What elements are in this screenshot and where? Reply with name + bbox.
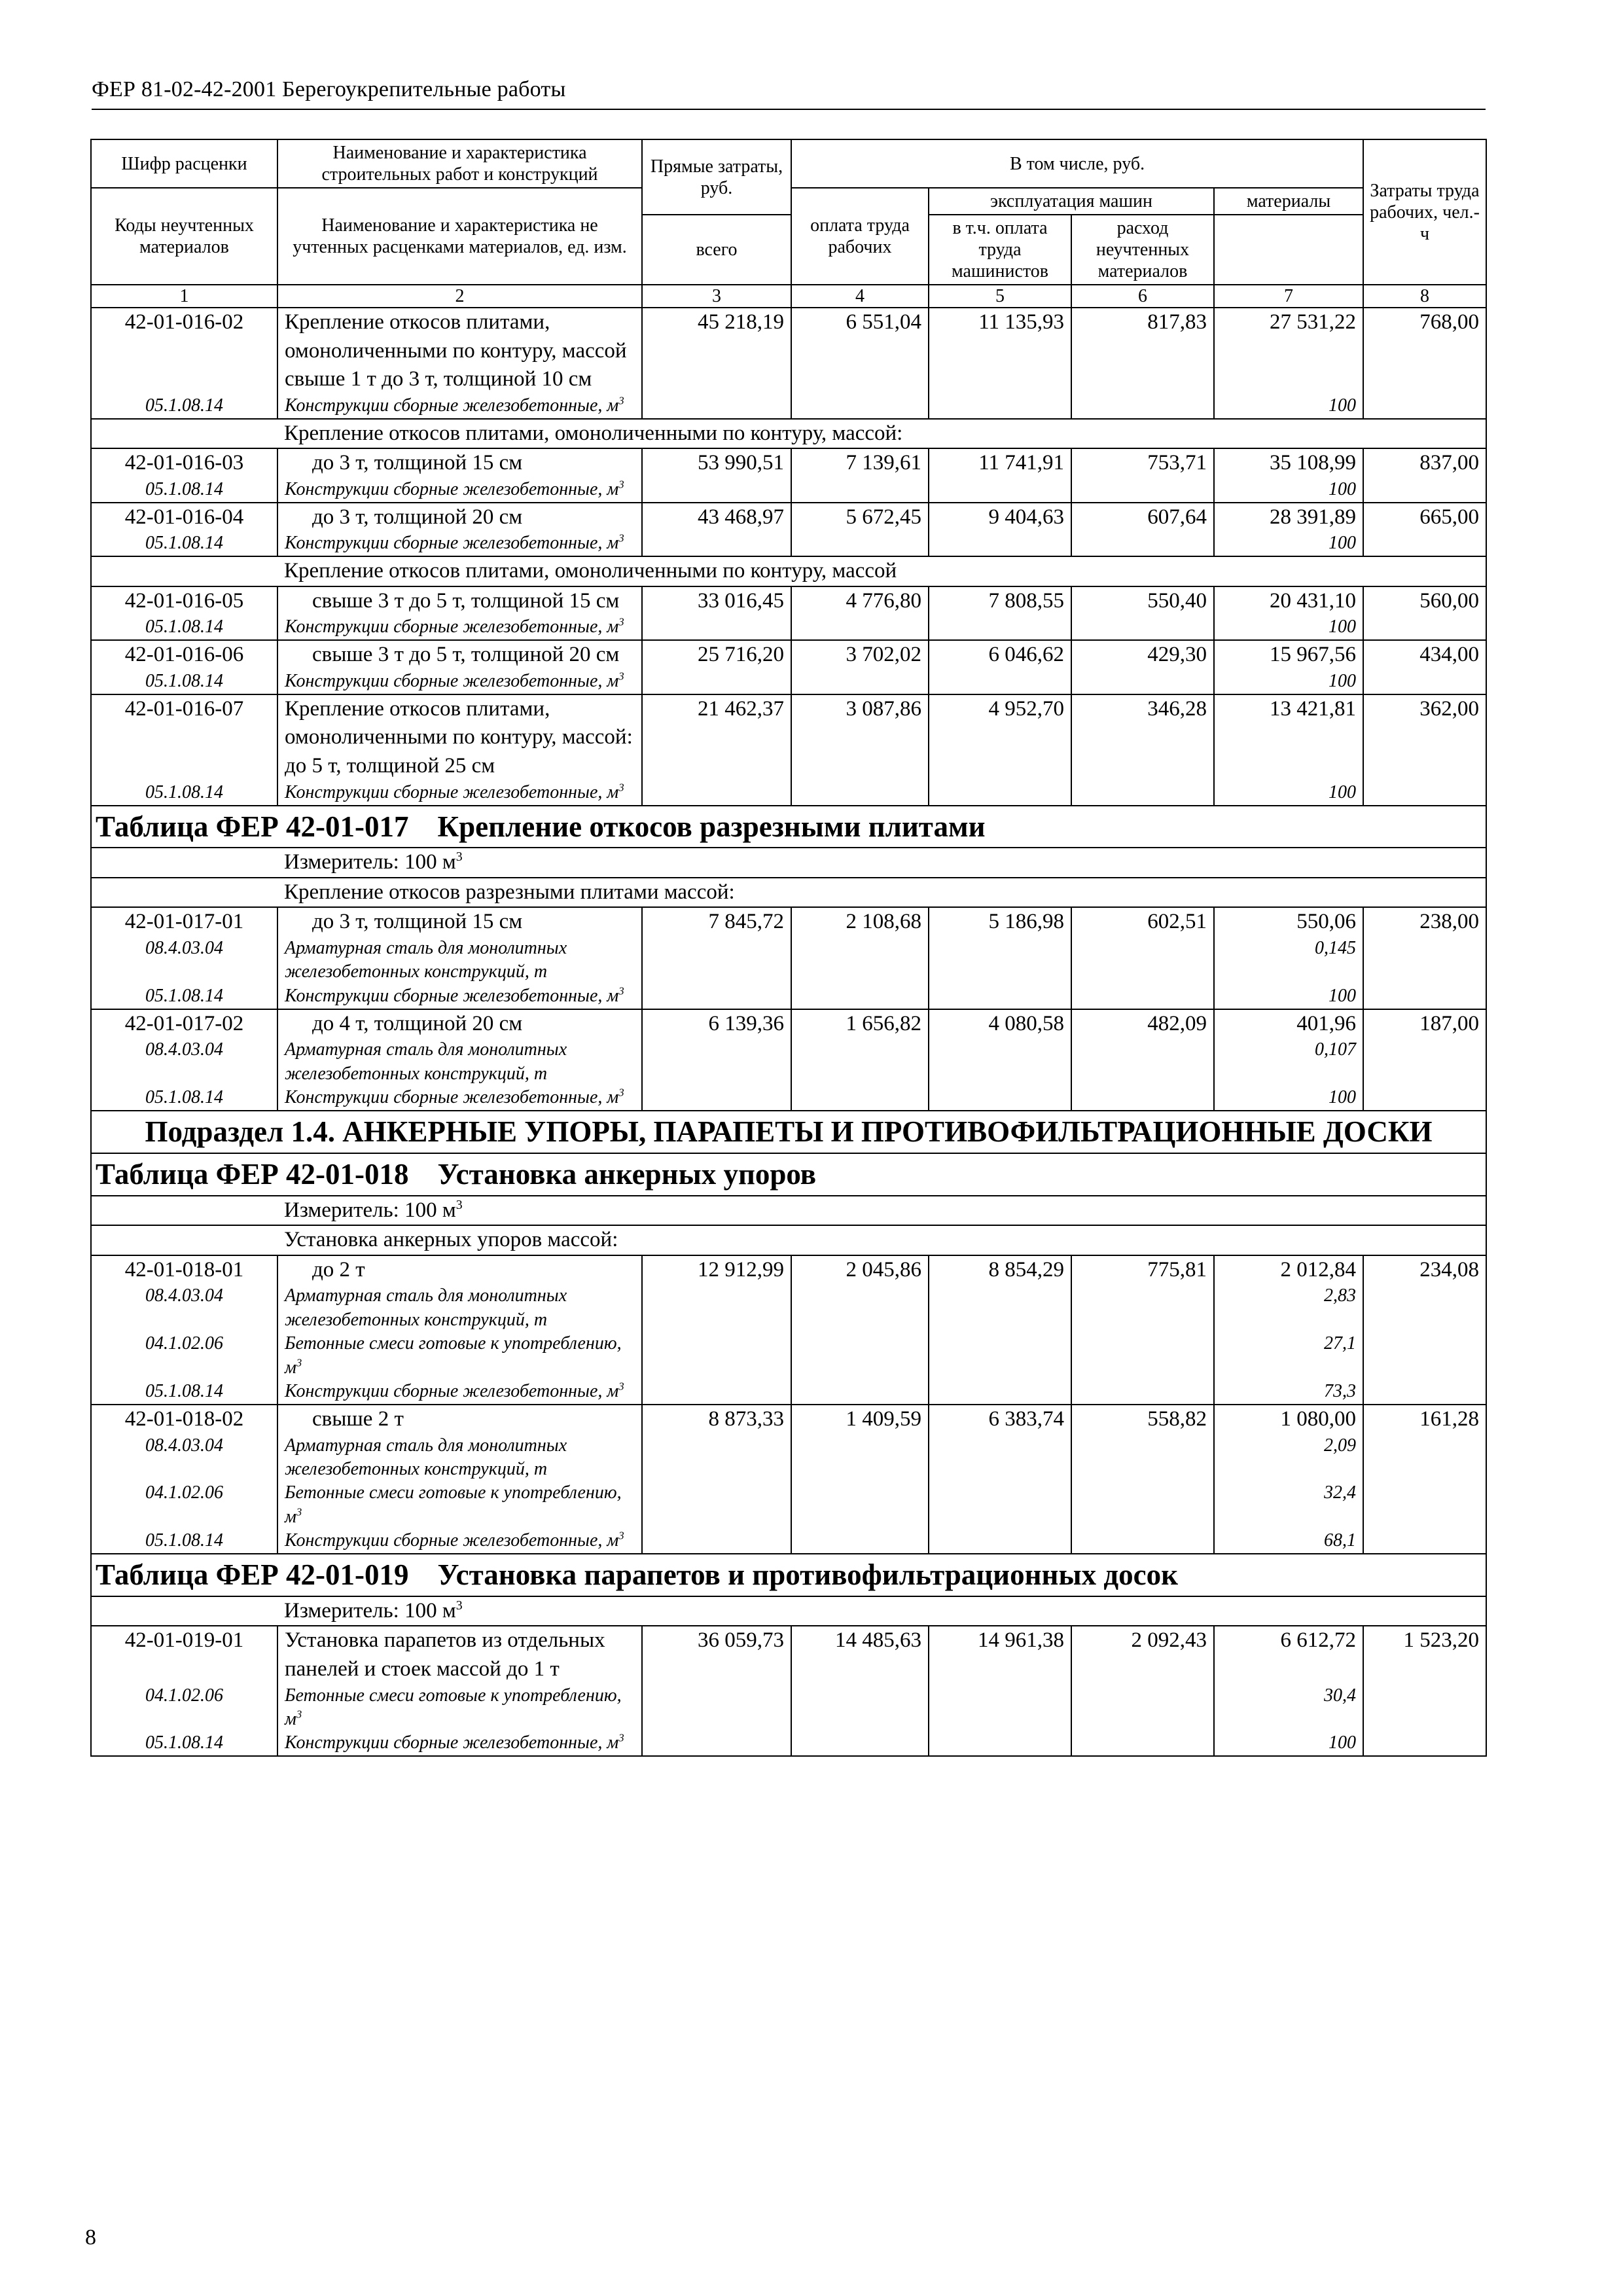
materials-cost: 15 967,56 — [1214, 640, 1363, 670]
table-title: Установка парапетов и противофильтрационных досок — [437, 1558, 1179, 1592]
direct-cost: 8 873,33 — [642, 1405, 791, 1434]
machines-cost: 11 135,93 — [929, 308, 1071, 394]
materials-cost: 13 421,81 — [1214, 694, 1363, 781]
col-num: 5 — [929, 285, 1071, 308]
machinists-wages: 2 092,43 — [1071, 1626, 1214, 1683]
material-row — [91, 937, 1486, 984]
col-num: 7 — [1214, 285, 1363, 308]
materials-cost: 27 531,22 — [1214, 308, 1363, 394]
header-row-1 — [91, 139, 1486, 188]
measure-unit: Измеритель: 100 $м^3$ — [277, 1196, 1486, 1226]
table-banner-row — [91, 806, 1486, 848]
group-heading: Крепление откосов разрезными плитами массой: — [277, 878, 1486, 908]
rate-code: 42-01-016-06 — [91, 640, 277, 670]
col-header-total: всего — [642, 215, 791, 285]
material-name: Арматурная сталь для монолитных железобетонных конструкций, т — [277, 1434, 642, 1482]
material-row — [91, 1038, 1486, 1086]
rate-row — [91, 503, 1486, 532]
material-consumption: 0,107 — [1214, 1038, 1363, 1086]
labor-hours: 434,00 — [1363, 640, 1486, 670]
materials-cost: 20 431,10 — [1214, 586, 1363, 616]
material-code: 08.4.03.04 — [91, 1434, 277, 1482]
group-heading: Крепление откосов плитами, омоноличенными по контуру, массой: — [277, 419, 1486, 449]
rate-row — [91, 640, 1486, 670]
col-header-incl-wages: в т.ч. оплата труда машинистов — [929, 215, 1071, 285]
rate-name: до 2 т — [277, 1255, 642, 1285]
col-header-name: Наименование и характеристика строительных работ и конструкций — [277, 139, 642, 188]
machinists-wages: 775,81 — [1071, 1255, 1214, 1285]
measure-unit: Измеритель: 100 $м^3$ — [277, 1596, 1486, 1626]
wages-cost: 5 672,45 — [791, 503, 929, 532]
table-code: Таблица ФЕР 42-01-019 — [96, 1558, 409, 1592]
rate-name: свыше 2 т — [277, 1405, 642, 1434]
material-consumption: 100 — [1214, 478, 1363, 503]
col-num: 4 — [791, 285, 929, 308]
group-heading: Крепление откосов плитами, омоноличенными по контуру, массой — [277, 556, 1486, 586]
material-name: Бетонные смеси готовые к употреблению, $м^3$ — [277, 1332, 642, 1380]
labor-hours: 665,00 — [1363, 503, 1486, 532]
materials-cost: 28 391,89 — [1214, 503, 1363, 532]
col-header-materials: материалы — [1214, 188, 1363, 215]
col-num: 8 — [1363, 285, 1486, 308]
col-header-code: Шифр расценки — [91, 139, 277, 188]
material-consumption: 73,3 — [1214, 1380, 1363, 1405]
material-name: Конструкции сборные железобетонные, $м^3$ — [277, 531, 642, 556]
material-row — [91, 1086, 1486, 1111]
material-code: 05.1.08.14 — [91, 984, 277, 1009]
material-consumption: 30,4 — [1214, 1684, 1363, 1732]
material-consumption: 100 — [1214, 1731, 1363, 1756]
machines-cost: 4 080,58 — [929, 1009, 1071, 1039]
measure-unit: Измеритель: 100 $м^3$ — [277, 848, 1486, 878]
material-code: 08.4.03.04 — [91, 1038, 277, 1086]
rate-row — [91, 694, 1486, 781]
machinists-wages: 817,83 — [1071, 308, 1214, 394]
group-heading-row — [91, 1225, 1486, 1255]
wages-cost: 6 551,04 — [791, 308, 929, 394]
machines-cost: 7 808,55 — [929, 586, 1071, 616]
material-code: 04.1.02.06 — [91, 1481, 277, 1529]
group-heading: Установка анкерных упоров массой: — [277, 1225, 1486, 1255]
machines-cost: 5 186,98 — [929, 907, 1071, 937]
material-name: Конструкции сборные железобетонные, $м^3$ — [277, 1731, 642, 1756]
measure-row — [91, 1196, 1486, 1226]
rate-name: до 3 т, толщиной 20 см — [277, 503, 642, 532]
material-name: Конструкции сборные железобетонные, $м^3$ — [277, 394, 642, 419]
material-code: 05.1.08.14 — [91, 394, 277, 419]
materials-cost: 2 012,84 — [1214, 1255, 1363, 1285]
material-row — [91, 1684, 1486, 1732]
table-banner-row — [91, 1153, 1486, 1196]
material-name: Арматурная сталь для монолитных железобетонных конструкций, т — [277, 1284, 642, 1332]
machinists-wages: 550,40 — [1071, 586, 1214, 616]
rate-name: до 3 т, толщиной 15 см — [277, 448, 642, 478]
col-num: 2 — [277, 285, 642, 308]
material-row — [91, 531, 1486, 556]
group-heading-row — [91, 556, 1486, 586]
material-consumption: 100 — [1214, 615, 1363, 640]
document-header: ФЕР 81-02-42-2001 Берегоукрепительные работы — [92, 77, 566, 101]
rate-name: свыше 3 т до 5 т, толщиной 20 см — [277, 640, 642, 670]
rate-name: Крепление откосов плитами, омоноличенными по контуру, массой: до 5 т, толщиной 25 см — [277, 694, 642, 781]
rate-code: 42-01-016-04 — [91, 503, 277, 532]
rate-row — [91, 1009, 1486, 1039]
material-name: Арматурная сталь для монолитных железобетонных конструкций, т — [277, 1038, 642, 1086]
rate-code: 42-01-018-02 — [91, 1405, 277, 1434]
direct-cost: 7 845,72 — [642, 907, 791, 937]
col-header-labor: Затраты труда рабочих, чел.-ч — [1363, 139, 1486, 285]
group-heading-row — [91, 878, 1486, 908]
material-code: 05.1.08.14 — [91, 781, 277, 806]
material-row — [91, 394, 1486, 419]
wages-cost: 3 702,02 — [791, 640, 929, 670]
material-code: 05.1.08.14 — [91, 670, 277, 694]
wages-cost: 1 656,82 — [791, 1009, 929, 1039]
material-consumption: 100 — [1214, 984, 1363, 1009]
table-heading — [91, 1153, 1486, 1196]
rate-name: Установка парапетов из отдельных панелей и стоек массой до 1 т — [277, 1626, 642, 1683]
direct-cost: 36 059,73 — [642, 1626, 791, 1683]
material-row — [91, 984, 1486, 1009]
material-row — [91, 1731, 1486, 1756]
material-consumption: 100 — [1214, 670, 1363, 694]
rate-code: 42-01-016-03 — [91, 448, 277, 478]
rate-row — [91, 308, 1486, 394]
direct-cost: 43 468,97 — [642, 503, 791, 532]
col-num: 3 — [642, 285, 791, 308]
machines-cost: 11 741,91 — [929, 448, 1071, 478]
labor-hours: 161,28 — [1363, 1405, 1486, 1434]
material-consumption: 100 — [1214, 394, 1363, 419]
material-code: 04.1.02.06 — [91, 1332, 277, 1380]
rate-name: до 3 т, толщиной 15 см — [277, 907, 642, 937]
material-code: 05.1.08.14 — [91, 531, 277, 556]
material-name: Конструкции сборные железобетонные, $м^3$ — [277, 781, 642, 806]
material-row — [91, 478, 1486, 503]
material-row — [91, 1332, 1486, 1380]
col-num: 1 — [91, 285, 277, 308]
labor-hours: 560,00 — [1363, 586, 1486, 616]
material-code: 04.1.02.06 — [91, 1684, 277, 1732]
table-banner-row — [91, 1554, 1486, 1596]
direct-cost: 21 462,37 — [642, 694, 791, 781]
material-row — [91, 615, 1486, 640]
measure-row — [91, 1596, 1486, 1626]
material-name: Арматурная сталь для монолитных железобетонных конструкций, т — [277, 937, 642, 984]
material-row — [91, 781, 1486, 806]
machinists-wages: 753,71 — [1071, 448, 1214, 478]
material-name: Конструкции сборные железобетонные, $м^3$ — [277, 1380, 642, 1405]
col-header-direct: Прямые затраты, руб. — [642, 139, 791, 215]
rate-code: 42-01-017-02 — [91, 1009, 277, 1039]
material-consumption: 68,1 — [1214, 1529, 1363, 1554]
col-header-mat-name: Наименование и характеристика не учтенных расценками материалов, ед. изм. — [277, 188, 642, 285]
col-header-consumption: расход неучтенных материалов — [1071, 215, 1214, 285]
machines-cost: 8 854,29 — [929, 1255, 1071, 1285]
wages-cost: 1 409,59 — [791, 1405, 929, 1434]
measure-row — [91, 848, 1486, 878]
table-heading — [91, 1554, 1486, 1596]
wages-cost: 7 139,61 — [791, 448, 929, 478]
machinists-wages: 482,09 — [1071, 1009, 1214, 1039]
col-header-machines: эксплуатация машин — [929, 188, 1214, 215]
table-code: Таблица ФЕР 42-01-018 — [96, 1157, 409, 1191]
table-heading — [91, 806, 1486, 848]
material-code: 05.1.08.14 — [91, 1731, 277, 1756]
material-code: 08.4.03.04 — [91, 937, 277, 984]
direct-cost: 53 990,51 — [642, 448, 791, 478]
col-header-wages: оплата труда рабочих — [791, 188, 929, 285]
material-code: 05.1.08.14 — [91, 1529, 277, 1554]
section-heading: Подраздел 1.4. АНКЕРНЫЕ УПОРЫ, ПАРАПЕТЫ И ПРОТИВОФИЛЬТРАЦИОННЫЕ ДОСКИ — [91, 1111, 1486, 1153]
rate-code: 42-01-019-01 — [91, 1626, 277, 1683]
direct-cost: 45 218,19 — [642, 308, 791, 394]
direct-cost: 12 912,99 — [642, 1255, 791, 1285]
material-row — [91, 1284, 1486, 1332]
machinists-wages: 346,28 — [1071, 694, 1214, 781]
material-code: 08.4.03.04 — [91, 1284, 277, 1332]
material-row — [91, 670, 1486, 694]
materials-cost: 6 612,72 — [1214, 1626, 1363, 1683]
col-header-incl: В том числе, руб. — [791, 139, 1363, 188]
materials-cost: 550,06 — [1214, 907, 1363, 937]
material-row — [91, 1434, 1486, 1482]
table-title: Крепление откосов разрезными плитами — [437, 810, 986, 843]
material-name: Конструкции сборные железобетонные, $м^3$ — [277, 478, 642, 503]
rate-row — [91, 586, 1486, 616]
material-row — [91, 1380, 1486, 1405]
labor-hours: 1 523,20 — [1363, 1626, 1486, 1683]
direct-cost: 25 716,20 — [642, 640, 791, 670]
page-number: 8 — [85, 2225, 96, 2250]
material-name: Конструкции сборные железобетонные, $м^3$ — [277, 670, 642, 694]
machines-cost: 6 383,74 — [929, 1405, 1071, 1434]
material-consumption: 100 — [1214, 781, 1363, 806]
rate-code: 42-01-016-05 — [91, 586, 277, 616]
material-row — [91, 1529, 1486, 1554]
machines-cost: 4 952,70 — [929, 694, 1071, 781]
direct-cost: 33 016,45 — [642, 586, 791, 616]
material-code: 05.1.08.14 — [91, 1086, 277, 1111]
material-consumption: 100 — [1214, 1086, 1363, 1111]
machines-cost: 14 961,38 — [929, 1626, 1071, 1683]
column-numbers-row — [91, 285, 1486, 308]
wages-cost: 2 108,68 — [791, 907, 929, 937]
rates-table — [90, 139, 1487, 1757]
col-header-mat-codes: Коды неучтенных материалов — [91, 188, 277, 285]
wages-cost: 4 776,80 — [791, 586, 929, 616]
rate-code: 42-01-018-01 — [91, 1255, 277, 1285]
table-title: Установка анкерных упоров — [437, 1157, 817, 1191]
machinists-wages: 558,82 — [1071, 1405, 1214, 1434]
machinists-wages: 429,30 — [1071, 640, 1214, 670]
material-row — [91, 1481, 1486, 1529]
wages-cost: 14 485,63 — [791, 1626, 929, 1683]
wages-cost: 2 045,86 — [791, 1255, 929, 1285]
material-consumption: 2,83 — [1214, 1284, 1363, 1332]
materials-cost: 401,96 — [1214, 1009, 1363, 1039]
material-consumption: 0,145 — [1214, 937, 1363, 984]
group-heading-row — [91, 419, 1486, 449]
materials-cost: 1 080,00 — [1214, 1405, 1363, 1434]
material-code: 05.1.08.14 — [91, 615, 277, 640]
header-rule — [92, 109, 1486, 110]
labor-hours: 362,00 — [1363, 694, 1486, 781]
col-num: 6 — [1071, 285, 1214, 308]
material-consumption: 100 — [1214, 531, 1363, 556]
rate-row — [91, 448, 1486, 478]
materials-cost: 35 108,99 — [1214, 448, 1363, 478]
material-consumption: 2,09 — [1214, 1434, 1363, 1482]
material-name: Конструкции сборные железобетонные, $м^3$ — [277, 1086, 642, 1111]
material-consumption: 32,4 — [1214, 1481, 1363, 1529]
table-code: Таблица ФЕР 42-01-017 — [96, 810, 409, 843]
material-name: Конструкции сборные железобетонные, $м^3$ — [277, 1529, 642, 1554]
rate-name: Крепление откосов плитами, омоноличенными по контуру, массой свыше 1 т до 3 т, толщиной 10 см — [277, 308, 642, 394]
rate-row — [91, 907, 1486, 937]
rate-row — [91, 1405, 1486, 1434]
machines-cost: 9 404,63 — [929, 503, 1071, 532]
section-banner-row — [91, 1111, 1486, 1153]
labor-hours: 837,00 — [1363, 448, 1486, 478]
material-code: 05.1.08.14 — [91, 478, 277, 503]
rate-name: до 4 т, толщиной 20 см — [277, 1009, 642, 1039]
labor-hours: 768,00 — [1363, 308, 1486, 394]
rate-code: 42-01-016-02 — [91, 308, 277, 394]
labor-hours: 238,00 — [1363, 907, 1486, 937]
rate-name: свыше 3 т до 5 т, толщиной 15 см — [277, 586, 642, 616]
rate-code: 42-01-017-01 — [91, 907, 277, 937]
material-name: Бетонные смеси готовые к употреблению, $м^3$ — [277, 1684, 642, 1732]
rate-row — [91, 1626, 1486, 1683]
labor-hours: 234,08 — [1363, 1255, 1486, 1285]
rate-row — [91, 1255, 1486, 1285]
direct-cost: 6 139,36 — [642, 1009, 791, 1039]
labor-hours: 187,00 — [1363, 1009, 1486, 1039]
material-name: Конструкции сборные железобетонные, $м^3$ — [277, 984, 642, 1009]
material-name: Конструкции сборные железобетонные, $м^3$ — [277, 615, 642, 640]
machines-cost: 6 046,62 — [929, 640, 1071, 670]
material-consumption: 27,1 — [1214, 1332, 1363, 1380]
machinists-wages: 607,64 — [1071, 503, 1214, 532]
material-code: 05.1.08.14 — [91, 1380, 277, 1405]
wages-cost: 3 087,86 — [791, 694, 929, 781]
material-name: Бетонные смеси готовые к употреблению, $м^3$ — [277, 1481, 642, 1529]
machinists-wages: 602,51 — [1071, 907, 1214, 937]
rate-code: 42-01-016-07 — [91, 694, 277, 781]
